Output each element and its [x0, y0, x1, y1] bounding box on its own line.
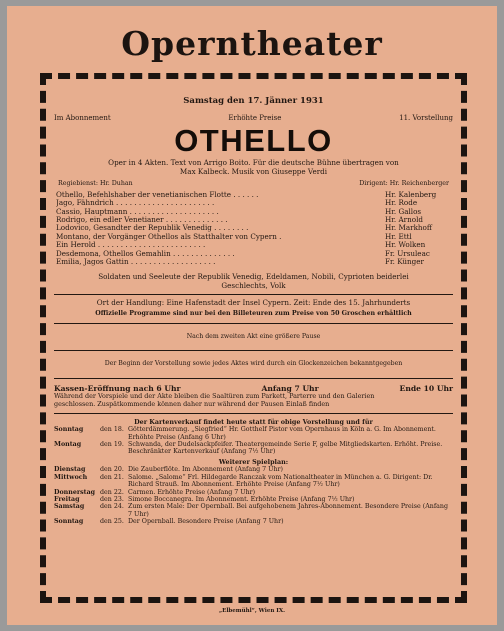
conductor: Dirigent: Hr. Reichenberger [359, 180, 449, 188]
divider [54, 294, 453, 295]
opera-subtitle [54, 158, 453, 176]
door-note-line-1: Während der Vorspiele und der Akte bleiben die Saaltüren zum Parkett, Parterre und den Galerien [54, 392, 375, 401]
schedule-row [54, 474, 453, 489]
weekly-heading: Weiterer Spielplan: [218, 457, 289, 466]
program-content [54, 85, 453, 593]
directors [58, 180, 449, 189]
ensemble-line-1: Soldaten und Seeleute der Republik Venedig, Edeldamen, Nobili, Cyprioten beiderlei [98, 272, 409, 282]
schedule-date: den 19. [100, 441, 124, 448]
cast-actor: Hr. Gallos [385, 206, 422, 216]
ensemble [54, 272, 453, 290]
schedule-text: Salome. „Salome“ Frl. Hildegarde Ranczak vom Nationaltheater in München a. G. Dirigent: Dr. Richard Strauß. Im Abonnement. Erhöhte Preise (Anfang 7½ Uhr) [128, 473, 433, 489]
presale-heading: Der Kartenverkauf findet heute statt für obige Vorstellung und für [134, 417, 373, 426]
subtitle-line-1: Oper in 4 Akten. Text von Arrigo Boito. Für die deutsche Bühne übertragen von [108, 158, 399, 168]
schedule-row [54, 426, 453, 441]
schedule-date: den 18. [100, 426, 124, 434]
stage-director: Regiebienst: Hr. Duhan [58, 180, 133, 188]
schedule-day: Sonntag [54, 426, 84, 434]
divider [54, 378, 453, 379]
schedule-date: den 23. [100, 496, 124, 504]
performance-date: Samstag den 17. Jänner 1931 [183, 96, 324, 106]
cast-list [54, 191, 453, 267]
start-time: Anfang 7 Uhr [261, 383, 319, 393]
cast-actor: Hr. Kalenberg [385, 189, 437, 199]
cast-actor: Fr. Künger [385, 257, 424, 267]
divider [54, 413, 453, 414]
cast-role: Jago, Fähndrich . . . . . . . . . . . . . . . . . . . . . . [56, 199, 215, 208]
door-note [54, 393, 453, 408]
box-office-time: Kassen-Eröffnung nach 6 Uhr [54, 383, 181, 393]
schedule-date: den 21. [100, 473, 124, 481]
program-price-note: Offizielle Programme sind nur bei den Billeteuren zum Preise von 50 Groschen erhältlich [95, 310, 412, 318]
cast-actor: Hr. Markhoff [385, 223, 432, 233]
schedule-day: Sonntag [54, 518, 84, 526]
printer-imprint: „Elbemühl“, Wien IX. [218, 608, 286, 614]
schedule-date: den 20. [100, 466, 124, 474]
theater-name: Operntheater [121, 24, 383, 63]
schedule-date: den 25. [100, 518, 124, 526]
schedule-row [54, 496, 453, 503]
schedule-date: den 22. [100, 488, 124, 496]
schedule-row [54, 503, 453, 518]
schedule-day: Freitag [54, 496, 80, 504]
playbill-sheet [7, 6, 497, 625]
schedule-text: Die Zauberflöte. Im Abonnement (Anfang 7 Uhr) [128, 466, 284, 474]
end-time: Ende 10 Uhr [399, 383, 453, 393]
cast-actor: Hr. Ettl [385, 231, 412, 241]
performance-number: 11. Vorstellung [399, 113, 453, 122]
schedule-date: den 24. [100, 503, 124, 511]
schedule-text: Simone Boccanegra. Im Abonnement. Erhöhte Preise (Anfang 7½ Uhr) [128, 496, 355, 504]
opera-title: OTHELLO [174, 123, 333, 159]
cast-role: Othello, Befehlshaber der venetianischen Flotte . . . . . . [56, 190, 259, 199]
schedule-text: Carmen. Erhöhte Preise (Anfang 7 Uhr) [128, 488, 256, 496]
divider [54, 350, 453, 351]
schedule-text: Götterdämmerung. „Siegfried“ Hr. Gotthelf Pistor vom Opernhaus in Köln a. G. Im Abonnement. Erhöhte Preise (Anfang 6 Uhr) [128, 426, 436, 441]
cast-actor: Hr. Rode [385, 198, 418, 208]
cast-actor: Fr. Ursuleac [385, 248, 430, 258]
schedule-day: Mittwoch [54, 473, 88, 481]
subscription-label: Im Abonnement [54, 113, 111, 122]
cast-role: Desdemona, Othellos Gemahlin . . . . . . . . . . . . . . [56, 249, 235, 258]
schedule-day: Donnerstag [54, 488, 96, 496]
schedule-row [54, 518, 453, 525]
cast-role: Ein Herold . . . . . . . . . . . . . . . . . . . . . . . . [56, 241, 206, 250]
setting-note: Ort der Handlung: Eine Hafenstadt der Insel Cypern. Zeit: Ende des 15. Jahrhunderts [96, 298, 411, 308]
cast-actor: Hr. Wolken [385, 240, 426, 250]
schedule-text: Der Opernball. Besondere Preise (Anfang 7 Uhr) [128, 518, 284, 526]
schedule-day: Montag [54, 441, 82, 448]
schedule-text: Schwanda, der Dudelsackpfeifer. Theatergemeinde Serie F, gelbe Mitgliedskarten. Erhöht. Preise. Beschränkter Kartenverkauf (Anfang 7½ Uhr) [128, 441, 443, 456]
schedule-day: Dienstag [54, 466, 86, 474]
bell-note: Der Beginn der Vorstellung sowie jedes Aktes wird durch ein Glockenzeichen bekanntgegeben [104, 360, 403, 368]
cast-role: Lodovico, Gesandter der Republik Venedig . . . . . . . . [56, 224, 249, 233]
schedule-row [54, 489, 453, 496]
price-label: Erhöhte Preise [228, 113, 282, 122]
ensemble-line-2: Geschlechts, Volk [221, 281, 286, 291]
door-note-line-2: geschlossen. Zuspätkommende können daher nur während der Pausen Einlaß finden [54, 400, 330, 408]
schedule-text: Zum ersten Male: Der Opernball. Bei aufgehobenem Jahres-Abonnement. Besondere Preise (Anfang 7 Uhr) [128, 503, 448, 518]
cast-role: Cassio, Hauptmann . . . . . . . . . . . . . . . . . . . . [56, 207, 219, 216]
performance-meta [54, 114, 453, 123]
schedule-row [54, 466, 453, 473]
divider [54, 323, 453, 324]
cast-role: Montano, der Vorgänger Othellos als Statthalter von Cypern . [56, 232, 282, 241]
cast-role: Emilia, Jagos Gattin . . . . . . . . . . . . . . . . . . . [56, 258, 216, 267]
cast-row [54, 258, 453, 266]
schedule-row [54, 441, 453, 456]
subtitle-line-2: Max Kalbeck. Musik von Giuseppe Verdi [179, 167, 328, 177]
cast-role: Rodrigo, ein edler Venetianer . . . . . . . . . . . . . . [56, 216, 228, 224]
cast-actor: Hr. Arnold [385, 215, 423, 224]
pause-note: Nach dem zweiten Akt eine größere Pause [186, 332, 321, 340]
schedule-day: Samstag [54, 503, 85, 511]
program-frame [40, 73, 467, 603]
